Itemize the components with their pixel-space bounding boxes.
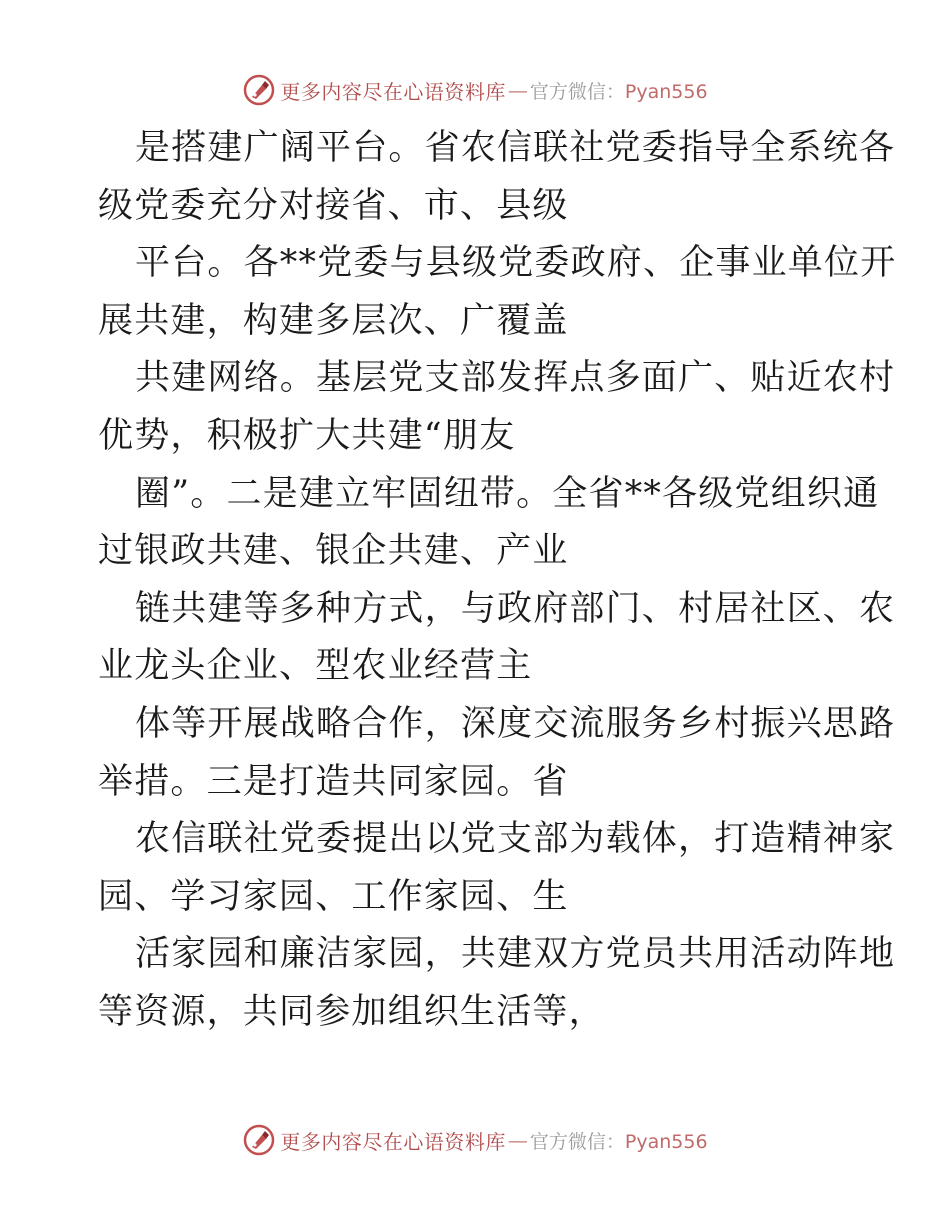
- body-line: 共建网络。基层党支部发挥点多面广、贴近农村: [135, 358, 896, 399]
- watermark-handle: Pyan556: [624, 1130, 708, 1153]
- body-line: 优势，积极扩大共建“朋友: [98, 415, 516, 456]
- body-line: 链共建等多种方式，与政府部门、村居社区、农: [135, 588, 896, 629]
- watermark-handle: Pyan556: [624, 80, 708, 103]
- watermark-site-text: 更多内容尽在心语资料库: [280, 1129, 506, 1154]
- header-watermark: [0, 70, 950, 110]
- body-line: 体等开展战略合作，深度交流服务乡村振兴思路: [135, 703, 896, 744]
- document-body: [98, 120, 897, 1042]
- body-line: 平台。各**党委与县级党委政府、企事业单位开: [135, 243, 897, 284]
- body-line: 活家园和廉洁家园，共建双方党员共用活动阵地: [135, 934, 896, 975]
- watermark-separator: —: [507, 78, 528, 102]
- watermark-account: [530, 77, 708, 104]
- watermark-account: [530, 1127, 708, 1154]
- body-line: 圈”。二是建立牢固纽带。全省**各级党组织通: [135, 473, 880, 514]
- watermark-account-label: 官方微信：: [529, 80, 625, 103]
- watermark-account-label: 官方微信：: [529, 1130, 625, 1153]
- body-line: 等资源，共同参加组织生活等，: [98, 991, 605, 1032]
- watermark-separator: —: [507, 1128, 528, 1152]
- watermark-site-text: 更多内容尽在心语资料库: [280, 79, 506, 104]
- body-line: 园、学习家园、工作家园、生: [98, 876, 569, 917]
- footer-watermark: [0, 1120, 950, 1160]
- body-line: 过银政共建、银企共建、产业: [98, 531, 569, 572]
- body-line: 业龙头企业、型农业经营主: [98, 646, 533, 687]
- pen-nib-logo-icon: [242, 1123, 276, 1157]
- body-line: 农信联社党委提出以党支部为载体，打造精神家: [135, 819, 896, 860]
- body-line: 举措。三是打造共同家园。省: [98, 761, 569, 802]
- body-line: 级党委充分对接省、市、县级: [98, 185, 569, 226]
- body-line: 展共建，构建多层次、广覆盖: [98, 300, 569, 341]
- pen-nib-logo-icon: [242, 73, 276, 107]
- body-line: 是搭建广阔平台。省农信联社党委指导全系统各: [135, 128, 896, 168]
